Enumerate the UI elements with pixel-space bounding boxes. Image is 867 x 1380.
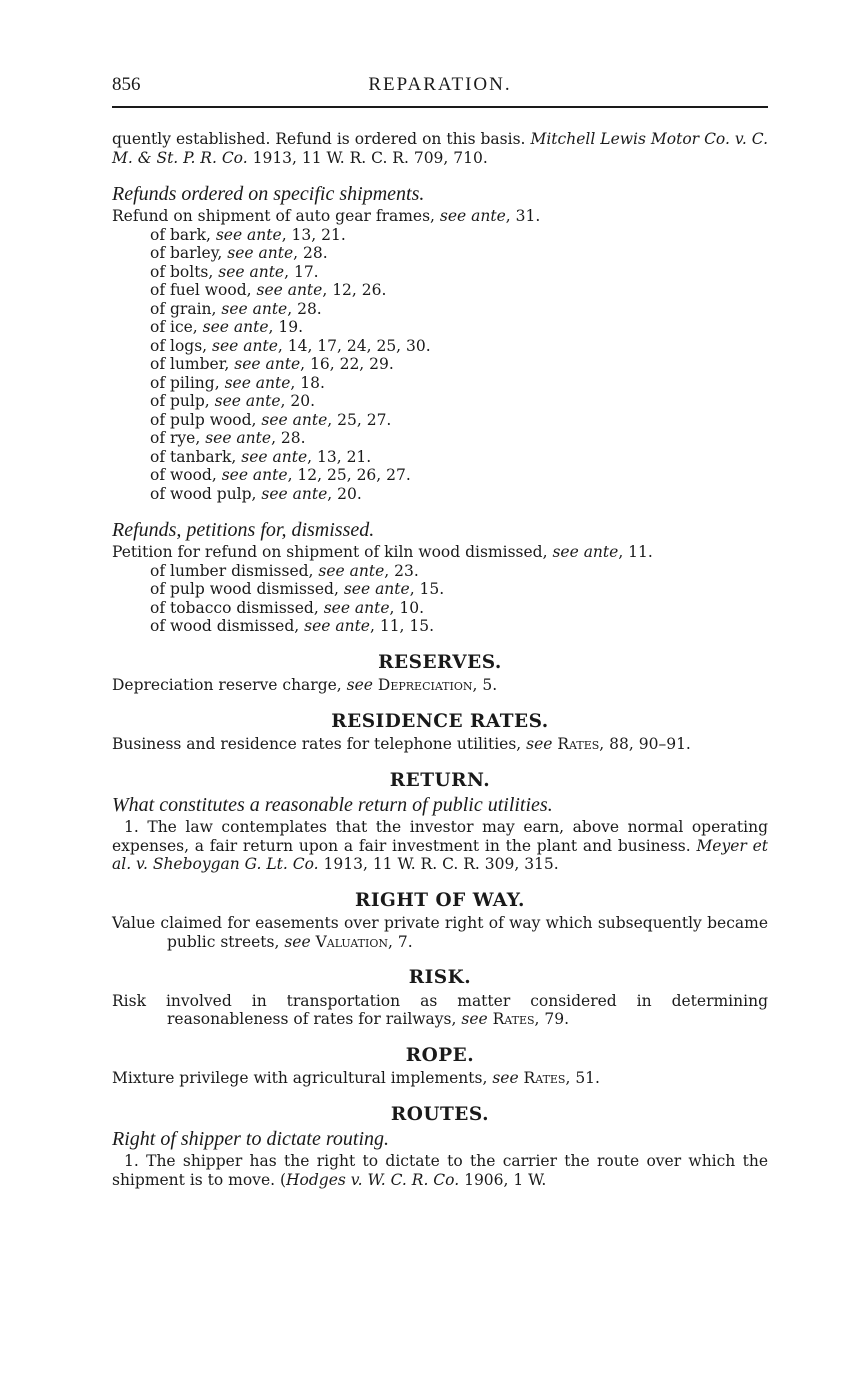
- list-item: of tanbark, see ante, 13, 21.: [150, 447, 372, 466]
- list-item: of wood pulp, see ante, 20.: [150, 484, 362, 503]
- entry-return: 1. The law contemplates that the investor may earn, above normal operating expenses, a fair return upon a fair investment in the plant and business. Meyer et al. v. Sheboygan G. Lt. Co. 1913, 11 W. R. C. R. 309, 315.: [112, 818, 768, 873]
- entry-residence-rates: Business and residence rates for telephone utilities, see Rates, 88, 90–91.: [112, 735, 691, 753]
- entry-risk: Risk involved in transportation as matter considered in determining reasonableness of rates for railways, see Rates, 79.: [112, 991, 768, 1028]
- entry-first: Refund on shipment of auto gear frames, see ante, 31.: [112, 207, 541, 225]
- list-item: of grain, see ante, 28.: [150, 299, 322, 318]
- running-title: REPARATION.: [368, 74, 512, 95]
- section-title-routes: ROUTES.: [390, 1103, 490, 1125]
- section-title-reserves: RESERVES.: [378, 651, 502, 673]
- list-item: of fuel wood, see ante, 12, 26.: [150, 281, 387, 299]
- list-item: of rye, see ante, 28.: [150, 429, 306, 447]
- page-header: [112, 74, 768, 100]
- subheading-routes: Right of shipper to dictate routing.: [112, 1128, 390, 1150]
- subheading-refunds-ordered: Refunds ordered on specific shipments.: [112, 183, 425, 205]
- case-citation: Meyer et al. v. Sheboygan G. Lt. Co.: [112, 836, 768, 873]
- page-body: [112, 130, 768, 1189]
- list-item: of bark, see ante, 13, 21.: [150, 225, 346, 244]
- subheading-refunds-dismissed: Refunds, petitions for, dismissed.: [112, 519, 375, 541]
- list-item: of piling, see ante, 18.: [150, 373, 325, 392]
- intro-paragraph: quently established. Refund is ordered on this basis. Mitchell Lewis Motor Co. v. C. M. & St. P. R. Co. 1913, 11 W. R. C. R. 709, 710.: [112, 130, 768, 167]
- list-item: of pulp wood, see ante, 25, 27.: [150, 410, 392, 429]
- list-item: of lumber dismissed, see ante, 23.: [150, 561, 419, 580]
- list-item: of wood, see ante, 12, 25, 26, 27.: [150, 466, 411, 484]
- list-item: of pulp, see ante, 20.: [150, 392, 316, 410]
- case-citation: Hodges v. W. C. R. Co.: [286, 1170, 460, 1189]
- entry-routes: 1. The shipper has the right to dictate to the carrier the route over which the shipment is to move. (Hodges v. W. C. R. Co. 1906, 1 W.: [112, 1152, 768, 1189]
- subheading-return: What constitutes a reasonable return of public utilities.: [112, 794, 553, 816]
- list-item: of pulp wood dismissed, see ante, 15.: [150, 580, 445, 598]
- entry-reserves: Depreciation reserve charge, see Depreciation, 5.: [112, 676, 498, 694]
- list-item: of logs, see ante, 14, 17, 24, 25, 30.: [150, 336, 431, 355]
- list-item: of bolts, see ante, 17.: [150, 262, 319, 281]
- list-item: of tobacco dismissed, see ante, 10.: [150, 598, 425, 617]
- section-title-return: RETURN.: [389, 769, 491, 791]
- dismissed-list: [112, 562, 768, 636]
- section-title-residence-rates: RESIDENCE RATES.: [331, 710, 549, 732]
- case-citation: Mitchell Lewis Motor Co. v. C. M. & St. P. R. Co.: [112, 130, 768, 167]
- entry-rope: Mixture privilege with agricultural implements, see Rates, 51.: [112, 1069, 600, 1087]
- page-number: 856: [112, 74, 141, 95]
- list-item: of wood dismissed, see ante, 11, 15.: [150, 617, 435, 635]
- section-title-right-of-way: RIGHT OF WAY.: [355, 889, 525, 911]
- list-item: of lumber, see ante, 16, 22, 29.: [150, 355, 394, 373]
- list-item: of ice, see ante, 19.: [150, 318, 304, 336]
- header-rule: [112, 106, 768, 108]
- section-title-risk: RISK.: [408, 967, 472, 988]
- entry-right-of-way: Value claimed for easements over private right of way which subsequently became public streets, see Valuation, 7.: [112, 914, 768, 951]
- section-title-rope: ROPE.: [405, 1044, 475, 1066]
- entry-first: Petition for refund on shipment of kiln wood dismissed, see ante, 11.: [112, 543, 653, 561]
- refund-list: [112, 226, 768, 504]
- list-item: of barley, see ante, 28.: [150, 244, 328, 262]
